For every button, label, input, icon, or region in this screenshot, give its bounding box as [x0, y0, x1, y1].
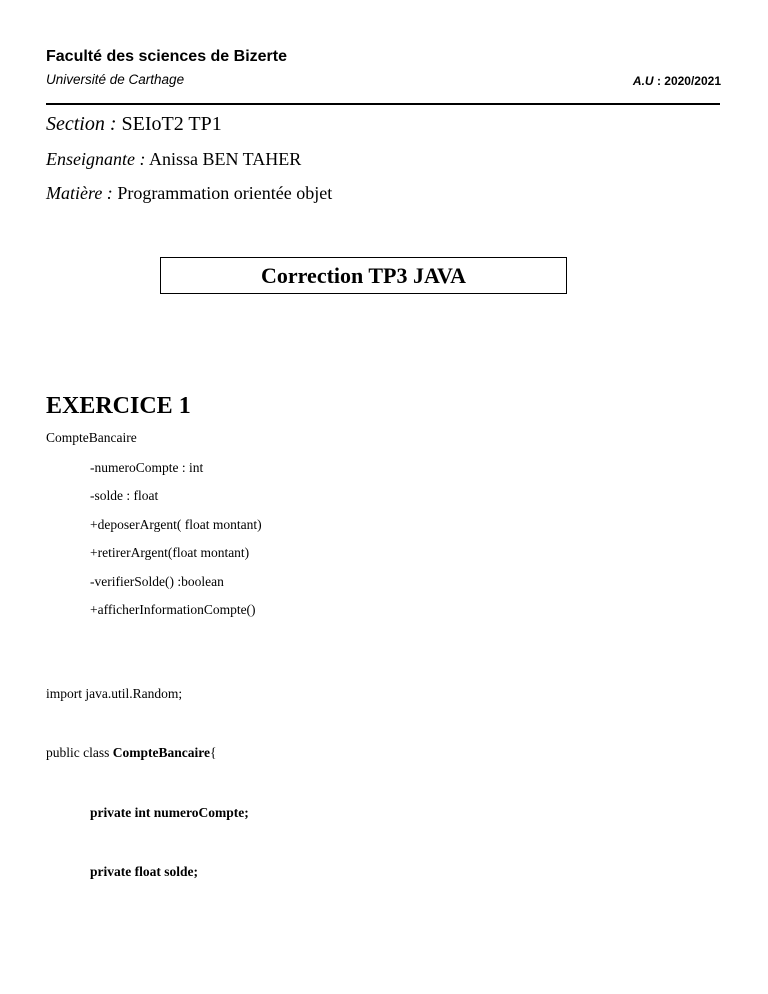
uml-member: -numeroCompte : int — [90, 460, 204, 475]
academic-year — [633, 74, 721, 88]
university-name: Université de Carthage — [46, 72, 185, 87]
code-field-numero: private int numeroCompte; — [90, 805, 249, 820]
header-divider — [46, 103, 720, 105]
exercise-heading: EXERCICE 1 — [46, 393, 191, 419]
code-field-solde: private float solde; — [90, 864, 198, 879]
uml-member: +afficherInformationCompte() — [90, 602, 256, 617]
faculty-name: Faculté des sciences de Bizerte — [46, 48, 287, 65]
subject-label: Matière : — [46, 183, 113, 203]
subject-line — [46, 183, 332, 204]
uml-member: -solde : float — [90, 488, 159, 503]
section-value: SEIoT2 TP1 — [121, 113, 222, 135]
section-line — [46, 113, 222, 136]
class-decl-brace: { — [210, 745, 217, 760]
code-class-declaration — [46, 745, 216, 761]
subject-value: Programmation orientée objet — [117, 183, 333, 203]
teacher-value: Anissa BEN TAHER — [149, 149, 302, 169]
academic-year-label: A.U — [632, 74, 654, 88]
document-title-box — [160, 257, 567, 294]
teacher-label: Enseignante : — [46, 149, 146, 169]
document-title: Correction TP3 JAVA — [261, 262, 466, 288]
academic-year-value: : 2020/2021 — [656, 74, 721, 88]
uml-member: +deposerArgent( float montant) — [90, 517, 262, 532]
code-import-line: import java.util.Random; — [46, 686, 183, 701]
teacher-line — [46, 149, 301, 170]
uml-member: +retirerArgent(float montant) — [90, 545, 250, 560]
uml-class-name: CompteBancaire — [46, 430, 137, 445]
uml-member: -verifierSolde() :boolean — [90, 574, 224, 589]
class-decl-prefix: public class — [46, 745, 113, 760]
section-label: Section : — [46, 113, 117, 135]
class-decl-name: CompteBancaire — [112, 745, 210, 760]
